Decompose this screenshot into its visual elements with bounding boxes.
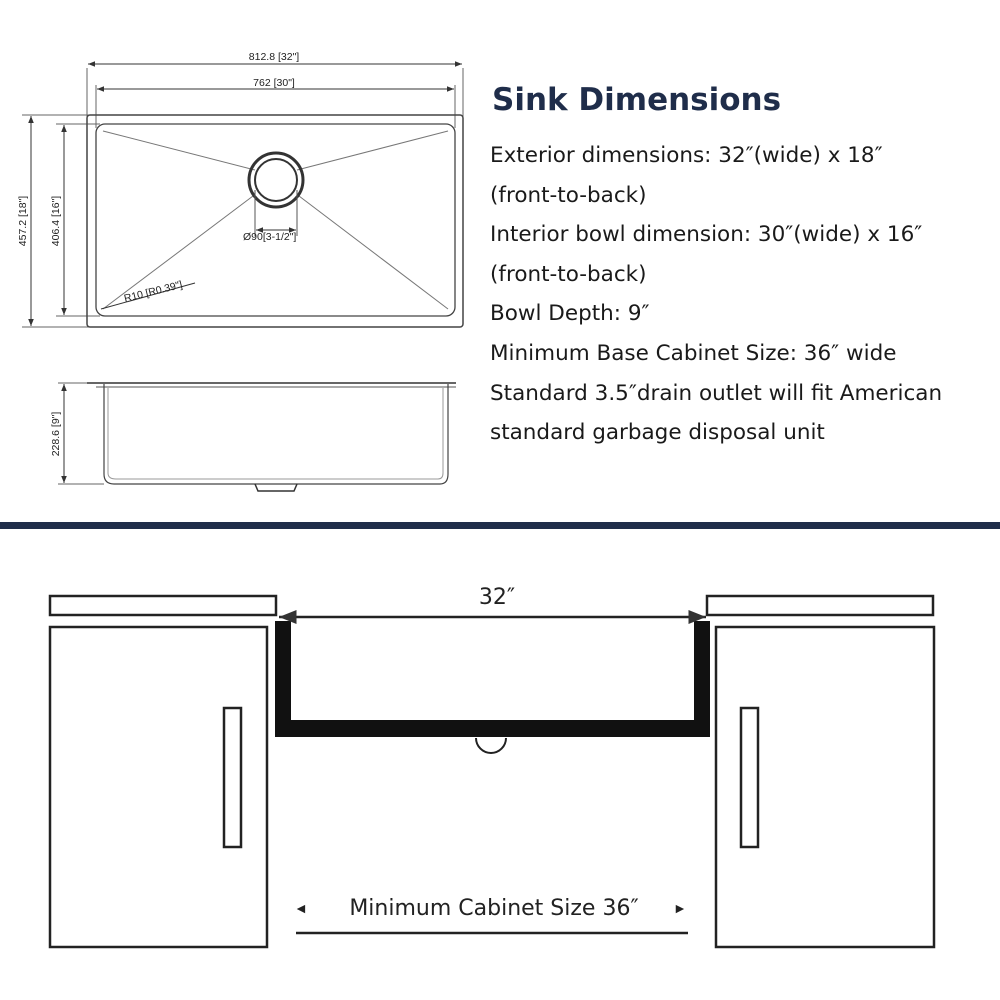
spec-line-bowl-depth: Bowl Depth: 9″ bbox=[490, 301, 650, 327]
corner-radius-label: R10 [R0.39"] bbox=[122, 278, 184, 305]
right-cabinet-door bbox=[716, 627, 934, 947]
sink-width-label: 32″ bbox=[478, 585, 516, 610]
side-bowl-profile bbox=[104, 384, 448, 484]
right-door-handle bbox=[741, 708, 758, 847]
cabinet-sink-bowl bbox=[275, 621, 710, 737]
section-divider bbox=[0, 522, 1000, 529]
sink-drain bbox=[476, 738, 506, 753]
spec-line-drain: Standard 3.5″drain outlet will fit American bbox=[490, 380, 943, 406]
side-depth-label: 228.6 [9"] bbox=[50, 411, 62, 457]
left-cabinet-door bbox=[50, 627, 267, 947]
drain-label: Ø90[3-1/2"] bbox=[243, 231, 297, 243]
overall-width-label: 812.8 [32"] bbox=[248, 51, 300, 63]
min-cabinet-right-arrow: ► bbox=[673, 900, 687, 916]
side-view bbox=[58, 383, 456, 491]
spec-line-min-cabinet: Minimum Base Cabinet Size: 36″ wide bbox=[490, 340, 897, 366]
spec-panel bbox=[490, 82, 998, 453]
spec-line-interior-cont: (front-to-back) bbox=[490, 261, 647, 287]
spec-line-interior: Interior bowl dimension: 30″(wide) x 16″ bbox=[490, 222, 923, 248]
right-countertop bbox=[707, 596, 933, 615]
bowl-depth-label: 406.4 [16"] bbox=[50, 195, 62, 247]
spec-line-exterior-cont: (front-to-back) bbox=[490, 182, 647, 208]
top-view bbox=[22, 64, 463, 327]
left-countertop bbox=[50, 596, 276, 615]
min-cabinet-label: Minimum Cabinet Size 36″ bbox=[349, 896, 639, 921]
spec-line-exterior: Exterior dimensions: 32″(wide) x 18″ bbox=[490, 143, 883, 168]
page-title: Sink Dimensions bbox=[492, 82, 782, 118]
spec-line-drain-cont: standard garbage disposal unit bbox=[490, 420, 825, 446]
drain-inner bbox=[255, 159, 297, 201]
drain-outer bbox=[249, 153, 303, 207]
left-door-handle bbox=[224, 708, 241, 847]
overall-depth-label: 457.2 [18"] bbox=[17, 195, 29, 247]
min-cabinet-left-arrow: ◄ bbox=[294, 900, 308, 916]
bowl-width-label: 762 [30"] bbox=[253, 77, 295, 89]
cabinet-view bbox=[50, 596, 934, 947]
